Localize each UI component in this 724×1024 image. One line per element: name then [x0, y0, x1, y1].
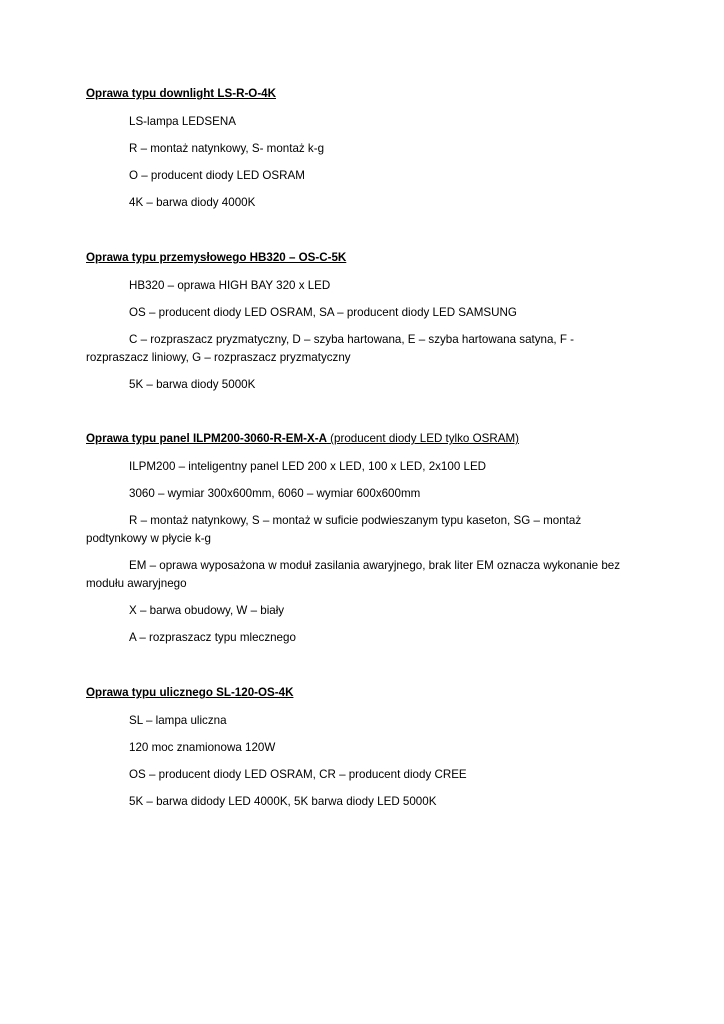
- list-item: SL – lampa uliczna: [129, 714, 227, 727]
- section-panel: [86, 431, 638, 647]
- section-heading-note: (producent diody LED tylko OSRAM): [326, 432, 519, 445]
- section-heading: Oprawa typu downlight LS-R-O-4K: [86, 87, 277, 100]
- section-heading: Oprawa typu ulicznego SL-120-OS-4K: [86, 686, 294, 699]
- list-item: R – montaż natynkowy, S – montaż w suficie podwieszanym typu kaseton, SG – montaż podtynkowy w płycie k-g: [86, 514, 582, 545]
- list-item: 5K – barwa diody 5000K: [129, 378, 256, 391]
- list-item: X – barwa obudowy, W – biały: [129, 604, 285, 617]
- list-item: HB320 – oprawa HIGH BAY 320 x LED: [129, 279, 331, 292]
- section-downlight: [86, 86, 638, 212]
- list-item: ILPM200 – inteligentny panel LED 200 x LED, 100 x LED, 2x100 LED: [129, 460, 487, 473]
- list-item: C – rozpraszacz pryzmatyczny, D – szyba hartowana, E – szyba hartowana satyna, F - rozpraszacz liniowy, G – rozpraszacz pryzmatyczny: [86, 333, 575, 364]
- section-heading-title: Oprawa typu panel ILPM200-3060-R-EM-X-A: [86, 432, 327, 445]
- section-heading: Oprawa typu przemysłowego HB320 – OS-C-5K: [86, 251, 347, 264]
- list-item: A – rozpraszacz typu mlecznego: [129, 631, 296, 644]
- list-item: R – montaż natynkowy, S- montaż k-g: [129, 142, 325, 155]
- section-street: [86, 685, 638, 811]
- list-item: 5K – barwa didody LED 4000K, 5K barwa diody LED 5000K: [129, 795, 437, 808]
- list-item: 3060 – wymiar 300x600mm, 6060 – wymiar 600x600mm: [129, 487, 421, 500]
- list-item: LS-lampa LEDSENA: [129, 115, 236, 128]
- list-item: OS – producent diody LED OSRAM, SA – producent diody LED SAMSUNG: [129, 306, 517, 319]
- list-item: 4K – barwa diody 4000K: [129, 196, 256, 209]
- list-item: EM – oprawa wyposażona w moduł zasilania awaryjnego, brak liter EM oznacza wykonanie bez modułu awaryjnego: [86, 559, 621, 590]
- list-item: OS – producent diody LED OSRAM, CR – producent diody CREE: [129, 768, 467, 781]
- list-item: 120 moc znamionowa 120W: [129, 741, 276, 754]
- section-industrial: [86, 250, 638, 394]
- section-heading: [86, 431, 638, 447]
- list-item: O – producent diody LED OSRAM: [129, 169, 305, 182]
